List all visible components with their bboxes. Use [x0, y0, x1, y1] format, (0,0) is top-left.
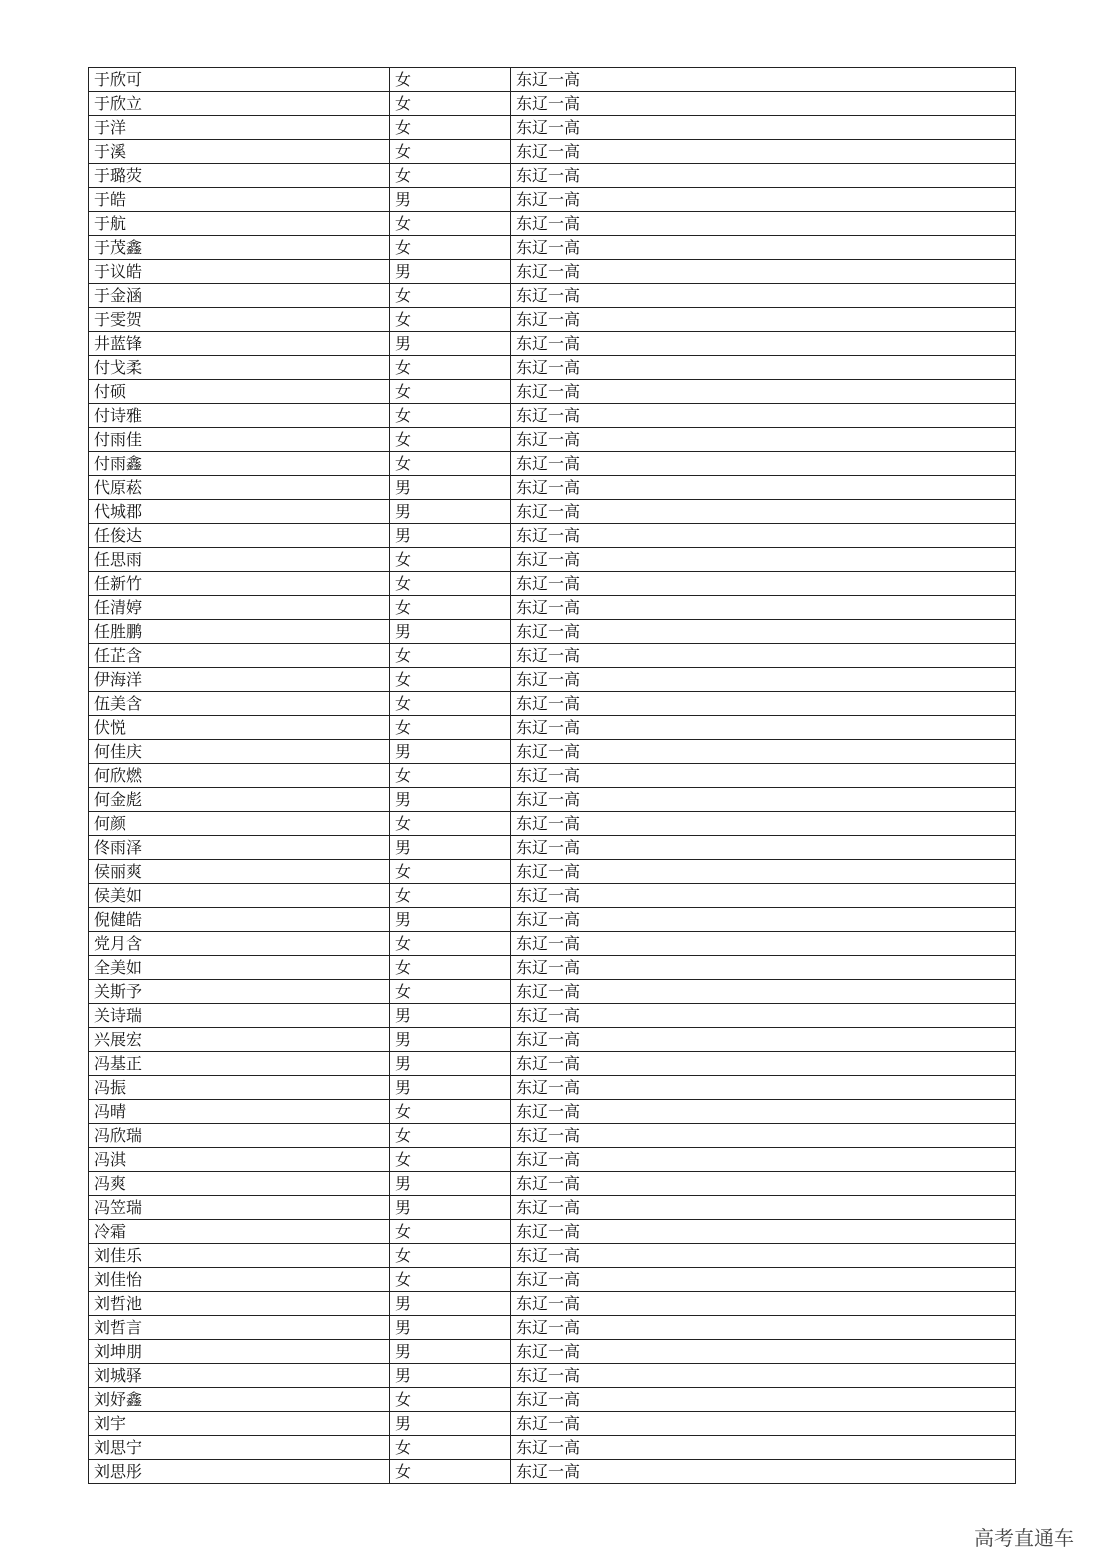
gender-cell: 男	[390, 1028, 511, 1052]
gender-cell: 男	[390, 1316, 511, 1340]
table-row	[89, 1436, 1016, 1460]
table-row	[89, 1052, 1016, 1076]
school-cell: 东辽一高	[511, 140, 1016, 164]
name-cell: 伍美含	[89, 692, 390, 716]
gender-cell: 女	[390, 1244, 511, 1268]
name-cell: 刘佳乐	[89, 1244, 390, 1268]
table-row	[89, 1460, 1016, 1484]
name-cell: 刘妤鑫	[89, 1388, 390, 1412]
gender-cell: 男	[390, 1172, 511, 1196]
table-row	[89, 332, 1016, 356]
school-cell: 东辽一高	[511, 116, 1016, 140]
gender-cell: 女	[390, 452, 511, 476]
table-row	[89, 140, 1016, 164]
name-cell: 刘佳怡	[89, 1268, 390, 1292]
table-row	[89, 1292, 1016, 1316]
name-cell: 何颜	[89, 812, 390, 836]
gender-cell: 女	[390, 932, 511, 956]
table-row	[89, 188, 1016, 212]
name-cell: 冯欣瑞	[89, 1124, 390, 1148]
school-cell: 东辽一高	[511, 1364, 1016, 1388]
gender-cell: 男	[390, 1052, 511, 1076]
school-cell: 东辽一高	[511, 668, 1016, 692]
roster-body	[89, 68, 1016, 1484]
name-cell: 刘城驿	[89, 1364, 390, 1388]
name-cell: 刘坤朋	[89, 1340, 390, 1364]
name-cell: 付诗雅	[89, 404, 390, 428]
table-row	[89, 92, 1016, 116]
gender-cell: 男	[390, 1196, 511, 1220]
gender-cell: 女	[390, 668, 511, 692]
school-cell: 东辽一高	[511, 1148, 1016, 1172]
gender-cell: 男	[390, 620, 511, 644]
name-cell: 冷霜	[89, 1220, 390, 1244]
name-cell: 关斯予	[89, 980, 390, 1004]
table-row	[89, 572, 1016, 596]
table-row	[89, 860, 1016, 884]
school-cell: 东辽一高	[511, 212, 1016, 236]
table-row	[89, 404, 1016, 428]
name-cell: 刘思宁	[89, 1436, 390, 1460]
school-cell: 东辽一高	[511, 1076, 1016, 1100]
table-row	[89, 1076, 1016, 1100]
name-cell: 于金涵	[89, 284, 390, 308]
name-cell: 任思雨	[89, 548, 390, 572]
school-cell: 东辽一高	[511, 860, 1016, 884]
table-row	[89, 956, 1016, 980]
table-row	[89, 260, 1016, 284]
gender-cell: 女	[390, 404, 511, 428]
gender-cell: 女	[390, 644, 511, 668]
name-cell: 任俊达	[89, 524, 390, 548]
gender-cell: 女	[390, 980, 511, 1004]
gender-cell: 女	[390, 68, 511, 92]
school-cell: 东辽一高	[511, 884, 1016, 908]
table-row	[89, 1220, 1016, 1244]
name-cell: 于溪	[89, 140, 390, 164]
table-row	[89, 1412, 1016, 1436]
name-cell: 于皓	[89, 188, 390, 212]
table-row	[89, 236, 1016, 260]
name-cell: 伊海洋	[89, 668, 390, 692]
school-cell: 东辽一高	[511, 1412, 1016, 1436]
school-cell: 东辽一高	[511, 236, 1016, 260]
gender-cell: 男	[390, 1076, 511, 1100]
school-cell: 东辽一高	[511, 1124, 1016, 1148]
gender-cell: 女	[390, 308, 511, 332]
table-row	[89, 788, 1016, 812]
gender-cell: 女	[390, 1268, 511, 1292]
gender-cell: 女	[390, 140, 511, 164]
gender-cell: 女	[390, 1124, 511, 1148]
gender-cell: 男	[390, 1340, 511, 1364]
school-cell: 东辽一高	[511, 1292, 1016, 1316]
name-cell: 何欣燃	[89, 764, 390, 788]
name-cell: 侯丽爽	[89, 860, 390, 884]
table-row	[89, 164, 1016, 188]
school-cell: 东辽一高	[511, 452, 1016, 476]
gender-cell: 女	[390, 1100, 511, 1124]
name-cell: 刘思彤	[89, 1460, 390, 1484]
school-cell: 东辽一高	[511, 716, 1016, 740]
gender-cell: 男	[390, 476, 511, 500]
table-row	[89, 740, 1016, 764]
name-cell: 冯基正	[89, 1052, 390, 1076]
gender-cell: 男	[390, 908, 511, 932]
school-cell: 东辽一高	[511, 620, 1016, 644]
school-cell: 东辽一高	[511, 68, 1016, 92]
table-row	[89, 908, 1016, 932]
gender-cell: 女	[390, 1388, 511, 1412]
table-row	[89, 380, 1016, 404]
table-row	[89, 1124, 1016, 1148]
gender-cell: 女	[390, 812, 511, 836]
name-cell: 侯美如	[89, 884, 390, 908]
gender-cell: 女	[390, 92, 511, 116]
table-row	[89, 620, 1016, 644]
gender-cell: 女	[390, 764, 511, 788]
school-cell: 东辽一高	[511, 596, 1016, 620]
table-row	[89, 1196, 1016, 1220]
gender-cell: 女	[390, 572, 511, 596]
table-row	[89, 116, 1016, 140]
name-cell: 于航	[89, 212, 390, 236]
table-row	[89, 68, 1016, 92]
school-cell: 东辽一高	[511, 476, 1016, 500]
name-cell: 刘宇	[89, 1412, 390, 1436]
name-cell: 任胜鹏	[89, 620, 390, 644]
gender-cell: 女	[390, 1460, 511, 1484]
table-row	[89, 212, 1016, 236]
name-cell: 付雨鑫	[89, 452, 390, 476]
gender-cell: 男	[390, 1292, 511, 1316]
school-cell: 东辽一高	[511, 836, 1016, 860]
table-row	[89, 764, 1016, 788]
school-cell: 东辽一高	[511, 1100, 1016, 1124]
table-row	[89, 980, 1016, 1004]
school-cell: 东辽一高	[511, 812, 1016, 836]
school-cell: 东辽一高	[511, 932, 1016, 956]
table-row	[89, 884, 1016, 908]
table-row	[89, 452, 1016, 476]
gender-cell: 女	[390, 956, 511, 980]
school-cell: 东辽一高	[511, 1268, 1016, 1292]
school-cell: 东辽一高	[511, 1052, 1016, 1076]
name-cell: 党月含	[89, 932, 390, 956]
gender-cell: 男	[390, 188, 511, 212]
name-cell: 冯淇	[89, 1148, 390, 1172]
name-cell: 付硕	[89, 380, 390, 404]
name-cell: 付雨佳	[89, 428, 390, 452]
gender-cell: 女	[390, 1436, 511, 1460]
table-row	[89, 1148, 1016, 1172]
school-cell: 东辽一高	[511, 1316, 1016, 1340]
name-cell: 井蓝锋	[89, 332, 390, 356]
school-cell: 东辽一高	[511, 980, 1016, 1004]
table-row	[89, 1364, 1016, 1388]
gender-cell: 女	[390, 236, 511, 260]
school-cell: 东辽一高	[511, 1244, 1016, 1268]
gender-cell: 男	[390, 332, 511, 356]
table-row	[89, 1100, 1016, 1124]
name-cell: 冯晴	[89, 1100, 390, 1124]
school-cell: 东辽一高	[511, 500, 1016, 524]
gender-cell: 男	[390, 1004, 511, 1028]
gender-cell: 男	[390, 500, 511, 524]
table-row	[89, 1028, 1016, 1052]
name-cell: 冯笠瑞	[89, 1196, 390, 1220]
name-cell: 冯振	[89, 1076, 390, 1100]
name-cell: 任清婷	[89, 596, 390, 620]
school-cell: 东辽一高	[511, 332, 1016, 356]
table-row	[89, 500, 1016, 524]
gender-cell: 女	[390, 716, 511, 740]
table-row	[89, 524, 1016, 548]
gender-cell: 女	[390, 596, 511, 620]
name-cell: 于茂鑫	[89, 236, 390, 260]
school-cell: 东辽一高	[511, 308, 1016, 332]
student-roster-table	[88, 67, 1016, 1484]
school-cell: 东辽一高	[511, 740, 1016, 764]
gender-cell: 男	[390, 524, 511, 548]
name-cell: 付戈柔	[89, 356, 390, 380]
gender-cell: 女	[390, 428, 511, 452]
table-row	[89, 716, 1016, 740]
gender-cell: 女	[390, 284, 511, 308]
name-cell: 于雯贺	[89, 308, 390, 332]
table-row	[89, 284, 1016, 308]
table-row	[89, 692, 1016, 716]
school-cell: 东辽一高	[511, 1388, 1016, 1412]
school-cell: 东辽一高	[511, 524, 1016, 548]
table-row	[89, 1268, 1016, 1292]
school-cell: 东辽一高	[511, 92, 1016, 116]
table-row	[89, 1244, 1016, 1268]
gender-cell: 女	[390, 548, 511, 572]
gender-cell: 男	[390, 1364, 511, 1388]
table-row	[89, 812, 1016, 836]
gender-cell: 男	[390, 740, 511, 764]
school-cell: 东辽一高	[511, 692, 1016, 716]
table-row	[89, 596, 1016, 620]
gender-cell: 女	[390, 212, 511, 236]
name-cell: 刘哲池	[89, 1292, 390, 1316]
name-cell: 何金彪	[89, 788, 390, 812]
gender-cell: 女	[390, 164, 511, 188]
gender-cell: 女	[390, 356, 511, 380]
gender-cell: 男	[390, 836, 511, 860]
name-cell: 于欣立	[89, 92, 390, 116]
gender-cell: 女	[390, 116, 511, 140]
name-cell: 于议皓	[89, 260, 390, 284]
name-cell: 于洋	[89, 116, 390, 140]
gender-cell: 女	[390, 1220, 511, 1244]
school-cell: 东辽一高	[511, 284, 1016, 308]
table-row	[89, 668, 1016, 692]
name-cell: 全美如	[89, 956, 390, 980]
school-cell: 东辽一高	[511, 908, 1016, 932]
gender-cell: 男	[390, 1412, 511, 1436]
name-cell: 何佳庆	[89, 740, 390, 764]
table-row	[89, 1316, 1016, 1340]
school-cell: 东辽一高	[511, 356, 1016, 380]
school-cell: 东辽一高	[511, 1028, 1016, 1052]
gender-cell: 女	[390, 860, 511, 884]
school-cell: 东辽一高	[511, 260, 1016, 284]
school-cell: 东辽一高	[511, 548, 1016, 572]
gender-cell: 女	[390, 884, 511, 908]
school-cell: 东辽一高	[511, 1004, 1016, 1028]
name-cell: 任新竹	[89, 572, 390, 596]
name-cell: 兴展宏	[89, 1028, 390, 1052]
table-row	[89, 1172, 1016, 1196]
name-cell: 伏悦	[89, 716, 390, 740]
gender-cell: 女	[390, 692, 511, 716]
school-cell: 东辽一高	[511, 644, 1016, 668]
school-cell: 东辽一高	[511, 1436, 1016, 1460]
name-cell: 刘哲言	[89, 1316, 390, 1340]
table-row	[89, 476, 1016, 500]
watermark-text: 高考直通车	[974, 1526, 1074, 1550]
name-cell: 任芷含	[89, 644, 390, 668]
table-row	[89, 836, 1016, 860]
name-cell: 代城郡	[89, 500, 390, 524]
table-row	[89, 548, 1016, 572]
school-cell: 东辽一高	[511, 1340, 1016, 1364]
name-cell: 倪健皓	[89, 908, 390, 932]
table-row	[89, 1004, 1016, 1028]
table-row	[89, 644, 1016, 668]
school-cell: 东辽一高	[511, 956, 1016, 980]
school-cell: 东辽一高	[511, 164, 1016, 188]
school-cell: 东辽一高	[511, 764, 1016, 788]
school-cell: 东辽一高	[511, 188, 1016, 212]
school-cell: 东辽一高	[511, 572, 1016, 596]
table-row	[89, 932, 1016, 956]
name-cell: 于欣可	[89, 68, 390, 92]
name-cell: 于璐荧	[89, 164, 390, 188]
school-cell: 东辽一高	[511, 1460, 1016, 1484]
table-row	[89, 356, 1016, 380]
gender-cell: 男	[390, 260, 511, 284]
name-cell: 冯爽	[89, 1172, 390, 1196]
gender-cell: 女	[390, 380, 511, 404]
name-cell: 关诗瑞	[89, 1004, 390, 1028]
school-cell: 东辽一高	[511, 788, 1016, 812]
table-row	[89, 1388, 1016, 1412]
table-row	[89, 308, 1016, 332]
table-row	[89, 428, 1016, 452]
name-cell: 代原菘	[89, 476, 390, 500]
school-cell: 东辽一高	[511, 1220, 1016, 1244]
gender-cell: 男	[390, 788, 511, 812]
gender-cell: 女	[390, 1148, 511, 1172]
name-cell: 佟雨泽	[89, 836, 390, 860]
school-cell: 东辽一高	[511, 428, 1016, 452]
school-cell: 东辽一高	[511, 404, 1016, 428]
school-cell: 东辽一高	[511, 1172, 1016, 1196]
table-row	[89, 1340, 1016, 1364]
school-cell: 东辽一高	[511, 380, 1016, 404]
school-cell: 东辽一高	[511, 1196, 1016, 1220]
